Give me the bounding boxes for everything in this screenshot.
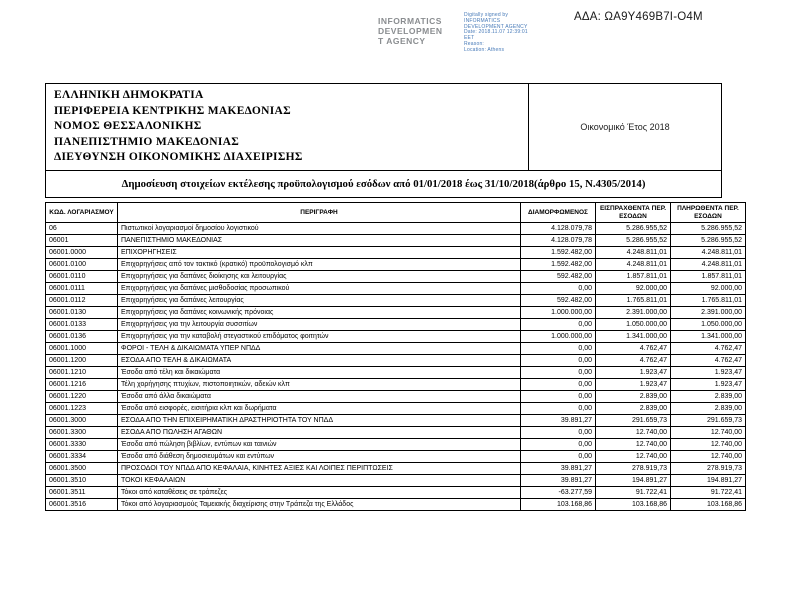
column-header-description: ΠΕΡΙΓΡΑΦΗ (118, 203, 521, 223)
row-amount-formed: 592.482,00 (521, 295, 596, 307)
table-row (46, 295, 746, 307)
table-row (46, 235, 746, 247)
table-row (46, 427, 746, 439)
row-account-code: 06001.3500 (46, 463, 118, 475)
row-description: ΦΟΡΟΙ - ΤΕΛΗ & ΔΙΚΑΙΩΜΑΤΑ ΥΠΕΡ ΝΠΔΔ (118, 343, 521, 355)
table-row (46, 223, 746, 235)
row-description: Έσοδα από άλλα δικαιώματα (118, 391, 521, 403)
row-description: Τέλη χορήγησης πτυχίων, πιστοποιητικών, αδειών κλπ (118, 379, 521, 391)
row-description: Επιχορηγήσεις από τον τακτικό (κρατικό) προϋπολογισμό κλπ (118, 259, 521, 271)
row-account-code: 06001.3330 (46, 439, 118, 451)
digital-signature-stamp (464, 13, 528, 54)
org-line: ΠΑΝΕΠΙΣΤΗΜΙΟ ΜΑΚΕΔΟΝΙΑΣ (54, 135, 240, 148)
table-header (46, 203, 746, 223)
row-description: ΕΣΟΔΑ ΑΠΟ ΤΗΝ ΕΠΙΧΕΙΡΗΜΑΤΙΚΗ ΔΡΑΣΤΗΡΙΟΤΗΤΑ ΤΟΥ ΝΠΔΔ (118, 415, 521, 427)
row-amount-paid: 1.050.000,00 (671, 319, 746, 331)
row-description: Έσοδα από εισφορές, εισιτήρια κλπ και δωρήματα (118, 403, 521, 415)
table-body (46, 223, 746, 511)
row-account-code: 06001.1220 (46, 391, 118, 403)
row-account-code: 06001.0136 (46, 331, 118, 343)
row-account-code: 06001.0000 (46, 247, 118, 259)
row-amount-paid: 2.839,00 (671, 403, 746, 415)
row-description: ΠΑΝΕΠΙΣΤΗΜΙΟ ΜΑΚΕΔΟΝΙΑΣ (118, 235, 521, 247)
row-amount-formed: 0,00 (521, 379, 596, 391)
row-amount-paid: 1.923,47 (671, 367, 746, 379)
column-header-formed-budget: ΔΙΑΜΟΡΦΩΜΕΝΟΣ (521, 203, 596, 223)
row-amount-formed: 0,00 (521, 355, 596, 367)
table-row (46, 259, 746, 271)
row-account-code: 06001.1216 (46, 379, 118, 391)
fiscal-year-cell (528, 84, 721, 170)
row-amount-collected: 2.839,00 (596, 403, 671, 415)
row-amount-paid: 2.839,00 (671, 391, 746, 403)
row-amount-collected: 103.168,86 (596, 499, 671, 511)
row-amount-collected: 1.923,47 (596, 367, 671, 379)
row-description: ΕΣΟΔΑ ΑΠΟ ΤΕΛΗ & ΔΙΚΑΙΩΜΑΤΑ (118, 355, 521, 367)
row-account-code: 06001.0112 (46, 295, 118, 307)
table-row (46, 355, 746, 367)
stamp-line: Digitally signed by (464, 12, 509, 18)
table-row (46, 343, 746, 355)
table-row (46, 487, 746, 499)
fiscal-year-label: Οικονομικό Έτος 2018 (580, 122, 670, 132)
stamp-line: Date: 2018.11.07 12:39:01 (464, 29, 528, 36)
row-account-code: 06001.0110 (46, 271, 118, 283)
row-amount-formed: 4.128.079,78 (521, 235, 596, 247)
table-row (46, 391, 746, 403)
row-account-code: 06001.0111 (46, 283, 118, 295)
row-description: Επιχορηγήσεις για δαπάνες μισθοδοσίας προσωπικού (118, 283, 521, 295)
row-account-code: 06001 (46, 235, 118, 247)
table-row (46, 283, 746, 295)
row-amount-formed: 592.482,00 (521, 271, 596, 283)
table-row (46, 439, 746, 451)
row-amount-formed: 0,00 (521, 367, 596, 379)
table-row (46, 379, 746, 391)
row-amount-formed: 0,00 (521, 391, 596, 403)
row-amount-collected: 1.857.811,01 (596, 271, 671, 283)
row-amount-collected: 12.740,00 (596, 427, 671, 439)
row-amount-collected: 1.765.811,01 (596, 295, 671, 307)
letterhead-box (45, 83, 722, 171)
row-description: ΕΠΙΧΟΡΗΓΗΣΕΙΣ (118, 247, 521, 259)
table-row (46, 247, 746, 259)
row-amount-paid: 103.168,86 (671, 499, 746, 511)
row-amount-paid: 1.765.811,01 (671, 295, 746, 307)
row-amount-paid: 1.857.811,01 (671, 271, 746, 283)
row-amount-formed: 0,00 (521, 439, 596, 451)
org-line: ΔΙΕΥΘΥΝΣΗ ΟΙΚΟΝΟΜΙΚΗΣ ΔΙΑΧΕΙΡΙΣΗΣ (54, 151, 303, 164)
column-header-account-code: ΚΩΔ. ΛΟΓΑΡΙΑΣΜΟΥ (46, 203, 118, 223)
row-amount-paid: 194.891,27 (671, 475, 746, 487)
header-row (46, 203, 746, 223)
row-amount-paid: 278.919,73 (671, 463, 746, 475)
stamp-line: INFORMATICS (464, 17, 501, 24)
row-amount-collected: 1.923,47 (596, 379, 671, 391)
row-amount-collected: 278.919,73 (596, 463, 671, 475)
table-row (46, 463, 746, 475)
row-amount-paid: 291.659,73 (671, 415, 746, 427)
row-amount-collected: 194.891,27 (596, 475, 671, 487)
row-amount-formed: 1.592.482,00 (521, 259, 596, 271)
row-description: Επιχορηγήσεις για δαπάνες λειτουργίας (118, 295, 521, 307)
row-amount-collected: 4.248.811,01 (596, 247, 671, 259)
row-amount-formed: 39.891,27 (521, 463, 596, 475)
row-amount-formed: 0,00 (521, 319, 596, 331)
agency-line: DEVELOPMEN (378, 26, 443, 36)
row-description: Επιχορηγήσεις για δαπάνες διοίκησης και λειτουργίας (118, 271, 521, 283)
org-line: ΕΛΛΗΝΙΚΗ ΔΗΜΟΚΡΑΤΙΑ (54, 89, 204, 101)
row-amount-paid: 12.740,00 (671, 439, 746, 451)
row-amount-formed: 1.000.000,00 (521, 307, 596, 319)
table-row (46, 319, 746, 331)
agency-line: T AGENCY (378, 36, 426, 46)
row-amount-collected: 5.286.955,52 (596, 235, 671, 247)
row-amount-collected: 92.000,00 (596, 283, 671, 295)
row-amount-collected: 12.740,00 (596, 439, 671, 451)
row-description: ΕΣΟΔΑ ΑΠΟ ΠΩΛΗΣΗ ΑΓΑΘΩΝ (118, 427, 521, 439)
row-amount-formed: 0,00 (521, 451, 596, 463)
organization-block (46, 84, 528, 170)
row-account-code: 06001.1210 (46, 367, 118, 379)
row-amount-formed: 0,00 (521, 343, 596, 355)
column-header-collected: ΕΙΣΠΡΑΧΘΕΝΤΑ ΠΕΡ. ΕΣΟΔΩΝ (596, 203, 671, 223)
row-amount-formed: 0,00 (521, 283, 596, 295)
row-account-code: 06001.3511 (46, 487, 118, 499)
row-amount-paid: 5.286.955,52 (671, 235, 746, 247)
row-account-code: 06001.1200 (46, 355, 118, 367)
table-row (46, 403, 746, 415)
table-row (46, 331, 746, 343)
row-amount-formed: 1.000.000,00 (521, 331, 596, 343)
table-row (46, 475, 746, 487)
row-description: Επιχορηγήσεις για δαπάνες κοινωνικής πρόνοιας (118, 307, 521, 319)
table-row (46, 367, 746, 379)
row-account-code: 06001.3300 (46, 427, 118, 439)
row-amount-paid: 1.341.000,00 (671, 331, 746, 343)
row-description: Πιστωτικοί λογαριασμοί δημοσίου λογιστικού (118, 223, 521, 235)
row-amount-collected: 1.341.000,00 (596, 331, 671, 343)
row-amount-formed: 4.128.079,78 (521, 223, 596, 235)
table-row (46, 451, 746, 463)
row-account-code: 06001.3516 (46, 499, 118, 511)
row-account-code: 06 (46, 223, 118, 235)
row-description: Τόκοι από καταθέσεις σε τράπεζες (118, 487, 521, 499)
informatics-development-agency-label (378, 16, 443, 46)
column-header-paid: ΠΛΗΡΩΘΕΝΤΑ ΠΕΡ. ΕΣΟΔΩΝ (671, 203, 746, 223)
row-amount-collected: 2.391.000,00 (596, 307, 671, 319)
row-amount-collected: 2.839,00 (596, 391, 671, 403)
row-amount-collected: 12.740,00 (596, 451, 671, 463)
row-amount-collected: 4.248.811,01 (596, 259, 671, 271)
row-amount-formed: 0,00 (521, 427, 596, 439)
row-account-code: 06001.3334 (46, 451, 118, 463)
table-row (46, 415, 746, 427)
row-amount-collected: 5.286.955,52 (596, 223, 671, 235)
row-account-code: 06001.3000 (46, 415, 118, 427)
stamp-line: EET (464, 35, 475, 42)
org-line: ΝΟΜΟΣ ΘΕΣΣΑΛΟΝΙΚΗΣ (54, 120, 202, 133)
budget-table (45, 202, 746, 511)
row-amount-collected: 291.659,73 (596, 415, 671, 427)
row-amount-paid: 91.722,41 (671, 487, 746, 499)
row-account-code: 06001.0100 (46, 259, 118, 271)
stamp-line: Reason: (464, 40, 485, 47)
row-account-code: 06001.1000 (46, 343, 118, 355)
row-account-code: 06001.1223 (46, 403, 118, 415)
row-amount-paid: 2.391.000,00 (671, 307, 746, 319)
row-amount-formed: 39.891,27 (521, 475, 596, 487)
row-amount-paid: 4.248.811,01 (671, 259, 746, 271)
row-amount-paid: 12.740,00 (671, 427, 746, 439)
table-row (46, 271, 746, 283)
row-description: Έσοδα από πώληση βιβλίων, εντύπων και ταινιών (118, 439, 521, 451)
row-amount-paid: 12.740,00 (671, 451, 746, 463)
row-amount-collected: 4.762,47 (596, 343, 671, 355)
stamp-line: DEVELOPMENT AGENCY (464, 23, 528, 30)
row-description: Έσοδα από διάθεση δημοσιευμάτων και εντύπων (118, 451, 521, 463)
row-amount-formed: 39.891,27 (521, 415, 596, 427)
row-amount-collected: 91.722,41 (596, 487, 671, 499)
row-account-code: 06001.0130 (46, 307, 118, 319)
stamp-line: Location: Athens (464, 46, 505, 53)
row-amount-formed: 103.168,86 (521, 499, 596, 511)
row-amount-paid: 4.762,47 (671, 355, 746, 367)
row-amount-paid: 4.762,47 (671, 343, 746, 355)
row-description: Επιχορηγήσεις για την λειτουργία συσσιτίων (118, 319, 521, 331)
row-amount-collected: 4.762,47 (596, 355, 671, 367)
row-amount-formed: 0,00 (521, 403, 596, 415)
row-description: ΠΡΟΣΟΔΟΙ ΤΟΥ ΝΠΔΔ ΑΠΟ ΚΕΦΑΛΑΙΑ, ΚΙΝΗΤΕΣ ΑΞΙΕΣ ΚΑΙ ΛΟΙΠΕΣ ΠΕΡΙΠΤΩΣΕΙΣ (118, 463, 521, 475)
row-amount-paid: 5.286.955,52 (671, 223, 746, 235)
ada-code: ΑΔΑ: ΩΑ9Υ469Β7Ι-Ο4Μ (574, 11, 703, 23)
table-row (46, 499, 746, 511)
row-amount-paid: 4.248.811,01 (671, 247, 746, 259)
row-description: ΤΟΚΟΙ ΚΕΦΑΛΑΙΩΝ (118, 475, 521, 487)
row-description: Τόκοι από λογαριασμούς Ταμειακής διαχείρισης στην Τράπεζα της Ελλάδος (118, 499, 521, 511)
row-amount-formed: -63.277,59 (521, 487, 596, 499)
row-account-code: 06001.3510 (46, 475, 118, 487)
agency-line: INFORMATICS (378, 16, 442, 26)
row-description: Έσοδα από τέλη και δικαιώματα (118, 367, 521, 379)
table-row (46, 307, 746, 319)
row-description: Επιχορηγήσεις για την καταβολή στεγαστικού επιδόματος φοιτητών (118, 331, 521, 343)
row-amount-paid: 92.000,00 (671, 283, 746, 295)
row-account-code: 06001.0133 (46, 319, 118, 331)
org-line: ΠΕΡΙΦΕΡΕΙΑ ΚΕΝΤΡΙΚΗΣ ΜΑΚΕΔΟΝΙΑΣ (54, 104, 291, 117)
row-amount-paid: 1.923,47 (671, 379, 746, 391)
row-amount-formed: 1.592.482,00 (521, 247, 596, 259)
row-amount-collected: 1.050.000,00 (596, 319, 671, 331)
report-title: Δημοσίευση στοιχείων εκτέλεσης προϋπολογισμού εσόδων από 01/01/2018 έως 31/10/2018(άρθρο 15, Ν.4305/2014) (45, 170, 722, 198)
